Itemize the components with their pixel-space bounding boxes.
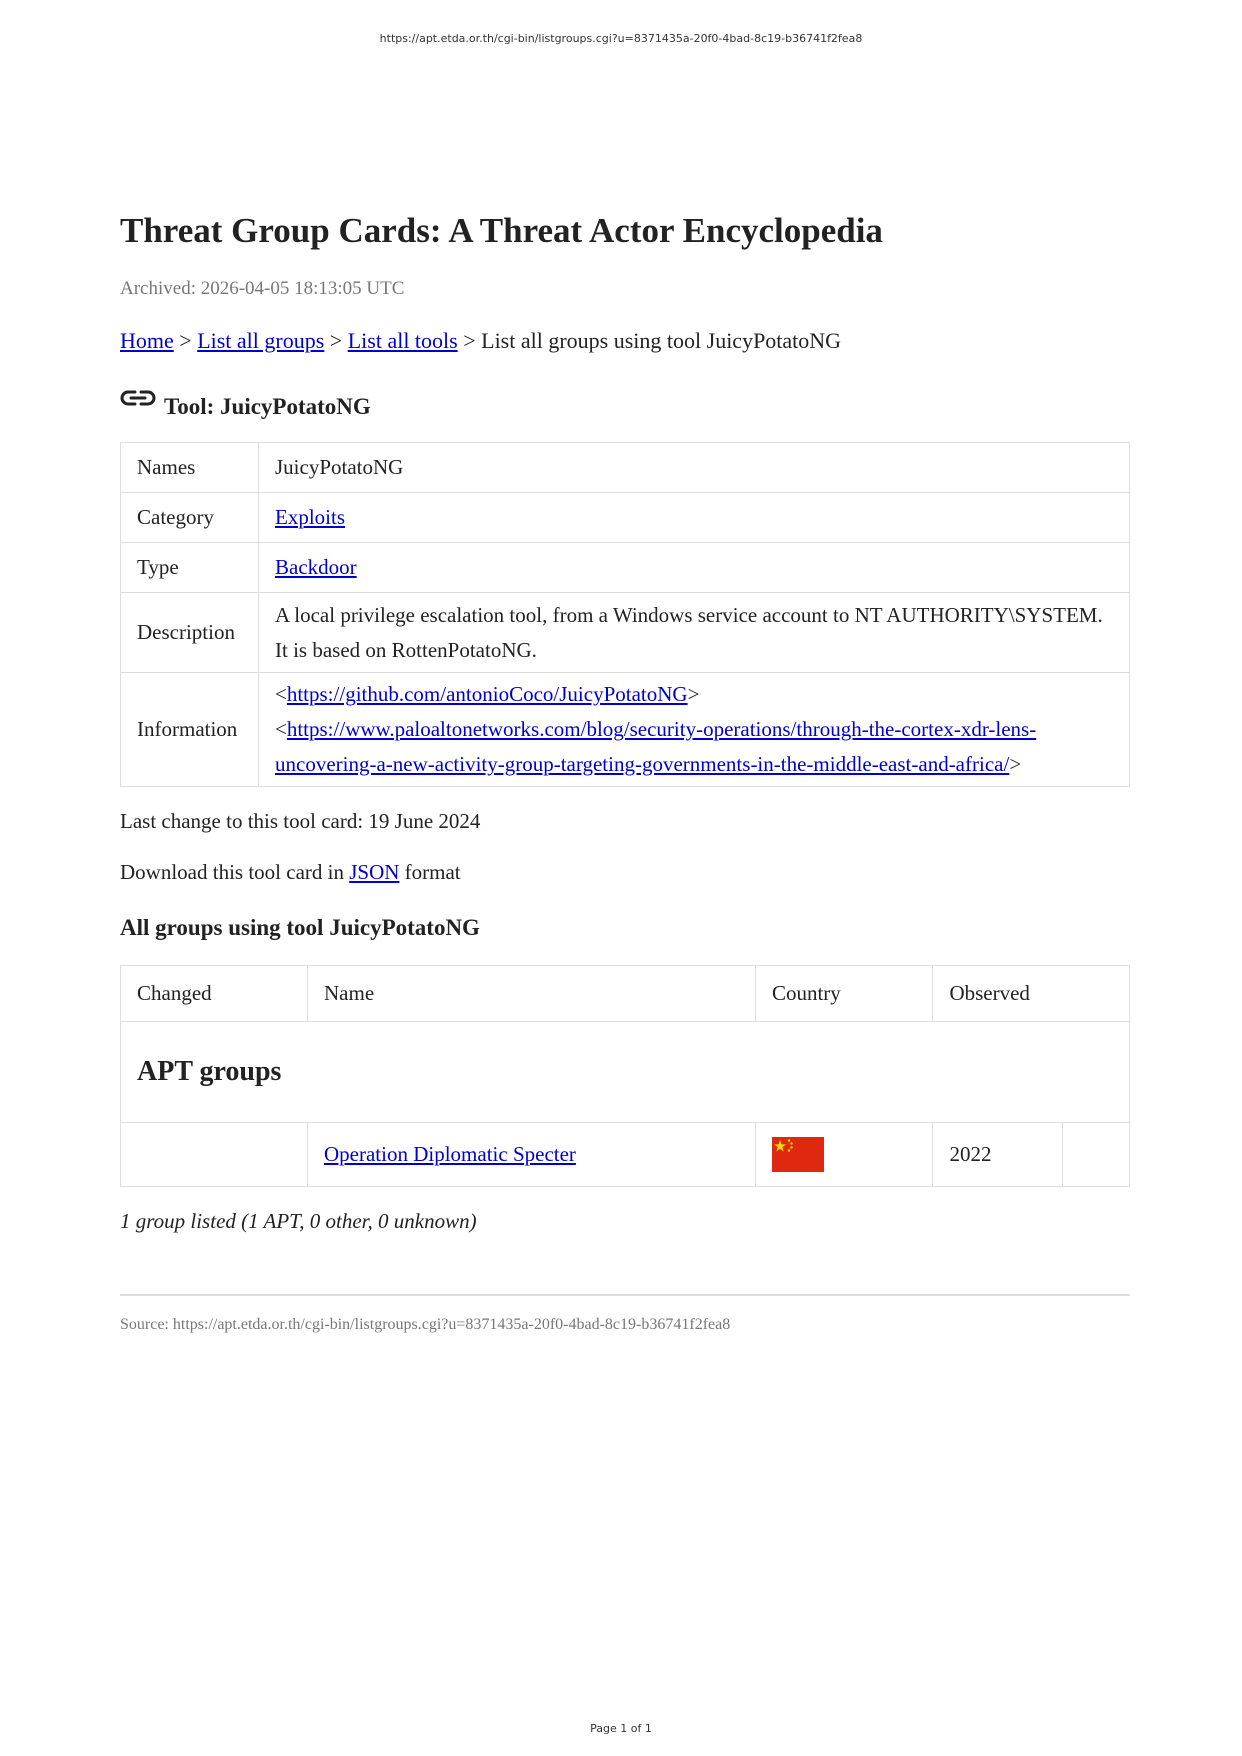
tool-row-information [121, 673, 1130, 787]
name-cell [308, 1123, 756, 1187]
bracket-close: > [1009, 752, 1022, 776]
github-link[interactable]: https://github.com/antonioCoco/JuicyPotatoNG [286, 682, 688, 706]
group-link[interactable]: Operation Diplomatic Specter [324, 1142, 576, 1166]
type-link[interactable]: Backdoor [275, 555, 357, 579]
tool-heading [120, 386, 1130, 420]
bracket-close: > [687, 682, 700, 706]
download-suffix: format [399, 860, 461, 884]
paloalto-link[interactable]: https://www.paloaltonetworks.com/blog/security-operations/through-the-cortex-xdr-lens-uncovering-a-new-activity-group-targeting-governments-in-the-middle-east-and-africa/ [275, 717, 1037, 776]
breadcrumb-all-groups-link[interactable]: List all groups [197, 328, 325, 353]
bracket-open: < [275, 717, 287, 741]
tool-card-table [120, 442, 1130, 787]
groups-table [120, 965, 1130, 1187]
archived-timestamp: Archived: 2026-04-05 18:13:05 UTC [120, 278, 405, 299]
tool-row-type [121, 543, 1130, 593]
information-line-1 [275, 677, 1113, 712]
country-cell [755, 1123, 932, 1187]
column-header-country: Country [755, 966, 932, 1022]
extra-cell [1063, 1123, 1130, 1187]
groups-heading: All groups using tool JuicyPotatoNG [120, 915, 480, 940]
tool-heading-text: Tool: JuicyPotatoNG [164, 394, 371, 419]
description-value: A local privilege escalation tool, from a Windows service account to NT AUTHORITY\SYSTEM. It is based on RottenPotatoNG. [259, 593, 1130, 673]
breadcrumb-all-tools-link[interactable]: List all tools [347, 328, 458, 353]
names-label: Names [121, 443, 259, 493]
category-cell [259, 493, 1130, 543]
tool-row-category [121, 493, 1130, 543]
section-label-apt-groups: APT groups [121, 1022, 1130, 1123]
type-label: Type [121, 543, 259, 593]
type-cell [259, 543, 1130, 593]
breadcrumb-home-link[interactable]: Home [120, 328, 174, 353]
group-count-summary: 1 group listed (1 APT, 0 other, 0 unknown) [120, 1209, 477, 1233]
column-header-changed: Changed [121, 966, 308, 1022]
groups-header-row [121, 966, 1130, 1022]
tool-row-description [121, 593, 1130, 673]
link-icon [120, 386, 156, 410]
changed-cell [121, 1123, 308, 1187]
breadcrumb-separator: > [173, 328, 198, 353]
bracket-open: < [275, 682, 287, 706]
source-url: Source: https://apt.etda.or.th/cgi-bin/listgroups.cgi?u=8371435a-20f0-4bad-8c19-b36741f2fea8 [120, 1316, 731, 1333]
last-change: Last change to this tool card: 19 June 2024 [120, 809, 481, 833]
download-prefix: Download this tool card in [120, 860, 350, 884]
tool-row-names [121, 443, 1130, 493]
divider [120, 1294, 1130, 1296]
breadcrumb [120, 328, 1130, 354]
names-value: JuicyPotatoNG [259, 443, 1130, 493]
table-row [121, 1123, 1130, 1187]
category-link[interactable]: Exploits [275, 505, 346, 529]
page-content [120, 210, 1130, 1334]
breadcrumb-current: > List all groups using tool JuicyPotatoNG [457, 328, 842, 353]
china-flag-icon [772, 1137, 824, 1172]
page-number: Page 1 of 1 [590, 1722, 652, 1735]
category-label: Category [121, 493, 259, 543]
observed-cell: 2022 [933, 1123, 1063, 1187]
information-cell [259, 673, 1130, 787]
column-header-name: Name [308, 966, 756, 1022]
section-row-apt [121, 1022, 1130, 1123]
print-header-url: https://apt.etda.or.th/cgi-bin/listgroups.cgi?u=8371435a-20f0-4bad-8c19-b36741f2fea8 [379, 32, 863, 45]
json-link[interactable]: JSON [349, 860, 400, 884]
description-label: Description [121, 593, 259, 673]
breadcrumb-separator: > [324, 328, 348, 353]
download-line [120, 860, 1130, 885]
information-label: Information [121, 673, 259, 787]
information-line-2 [275, 712, 1113, 782]
page-title: Threat Group Cards: A Threat Actor Encyclopedia [120, 211, 883, 250]
column-header-observed: Observed [933, 966, 1130, 1022]
